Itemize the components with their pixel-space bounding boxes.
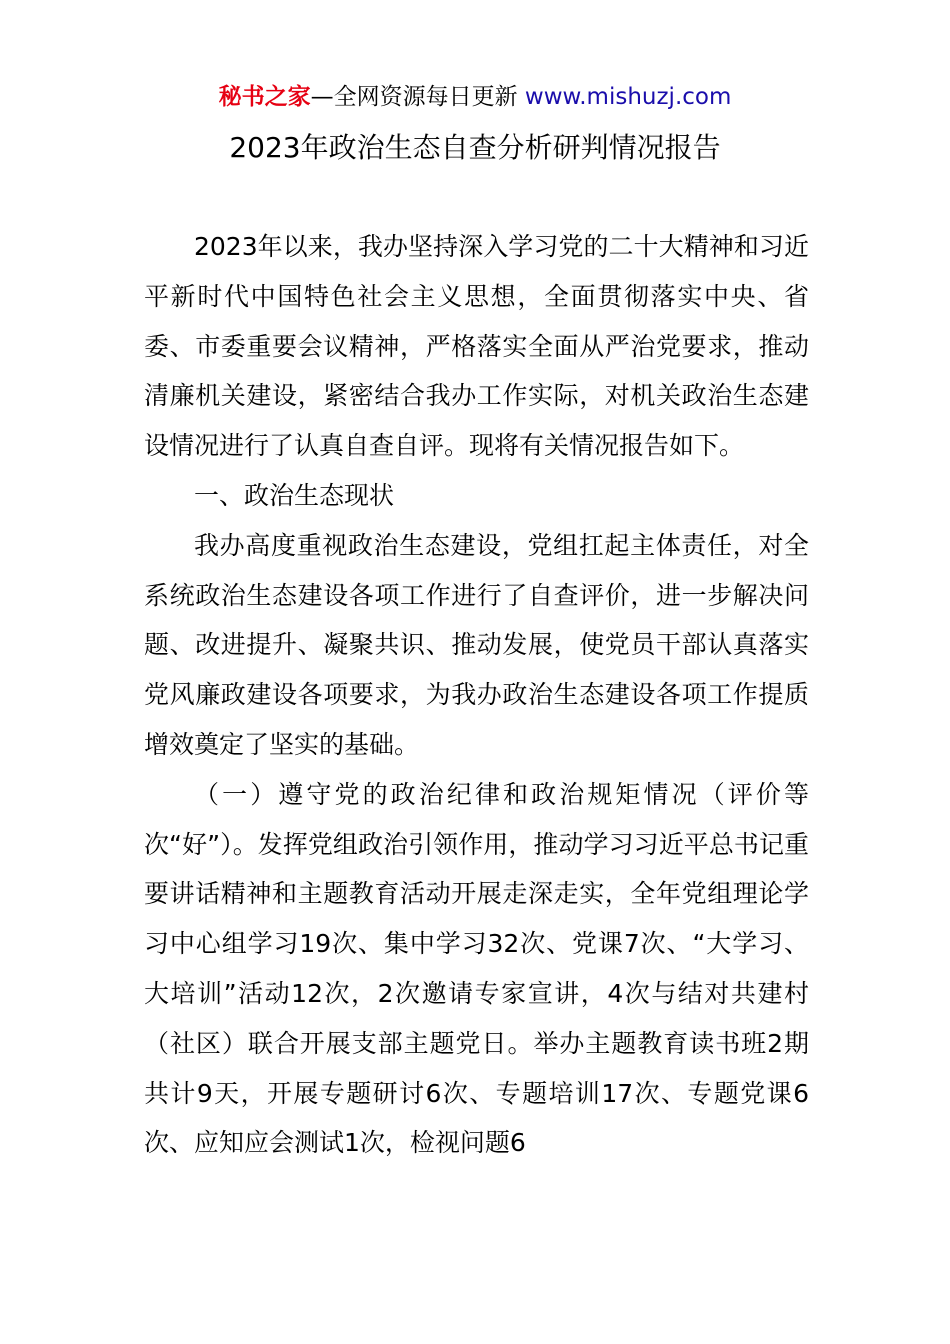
- document-title: 2023年政治生态自查分析研判情况报告: [229, 131, 721, 164]
- paragraph-intro: 2023年以来，我办坚持深入学习党的二十大精神和习近平新时代中国特色社会主义思想，全面贯彻落实中央、省委、市委重要会议精神，严格落实全面从严治党要求，推动清廉机关建设，紧密结合我办工作实际，对机关政治生态建设情况进行了认真自查自评。现将有关情况报告如下。: [144, 232, 809, 461]
- paragraph-item-1: （一）遵守党的政治纪律和政治规矩情况（评价等次“好”）。发挥党组政治引领作用，推动学习习近平总书记重要讲话精神和主题教育活动开展走深走实，全年党组理论学习中心组学习19次、集中学习32次、党课7次、“大学习、大培训”活动12次，2次邀请专家宣讲，4次与结对共建村（社区）联合开展支部主题党日。举办主题教育读书班2期共计9天，开展专题研讨6次、专题培训17次、专题党课6次、应知应会测试1次，检视问题6: [144, 779, 809, 1158]
- site-url-link[interactable]: www.mishuzj.com: [524, 84, 732, 110]
- brand-name: 秘书之家: [218, 84, 311, 110]
- document-body: [144, 222, 809, 1168]
- section-heading-1: 一、政治生态现状: [194, 480, 395, 510]
- site-header: [0, 80, 950, 114]
- paragraph-overview: 我办高度重视政治生态建设，党组扛起主体责任，对全系统政治生态建设各项工作进行了自查评价，进一步解决问题、改进提升、凝聚共识、推动发展，使党员干部认真落实党风廉政建设各项要求，为我办政治生态建设各项工作提质增效奠定了坚实的基础。: [144, 530, 809, 759]
- header-slogan: —全网资源每日更新: [310, 84, 525, 110]
